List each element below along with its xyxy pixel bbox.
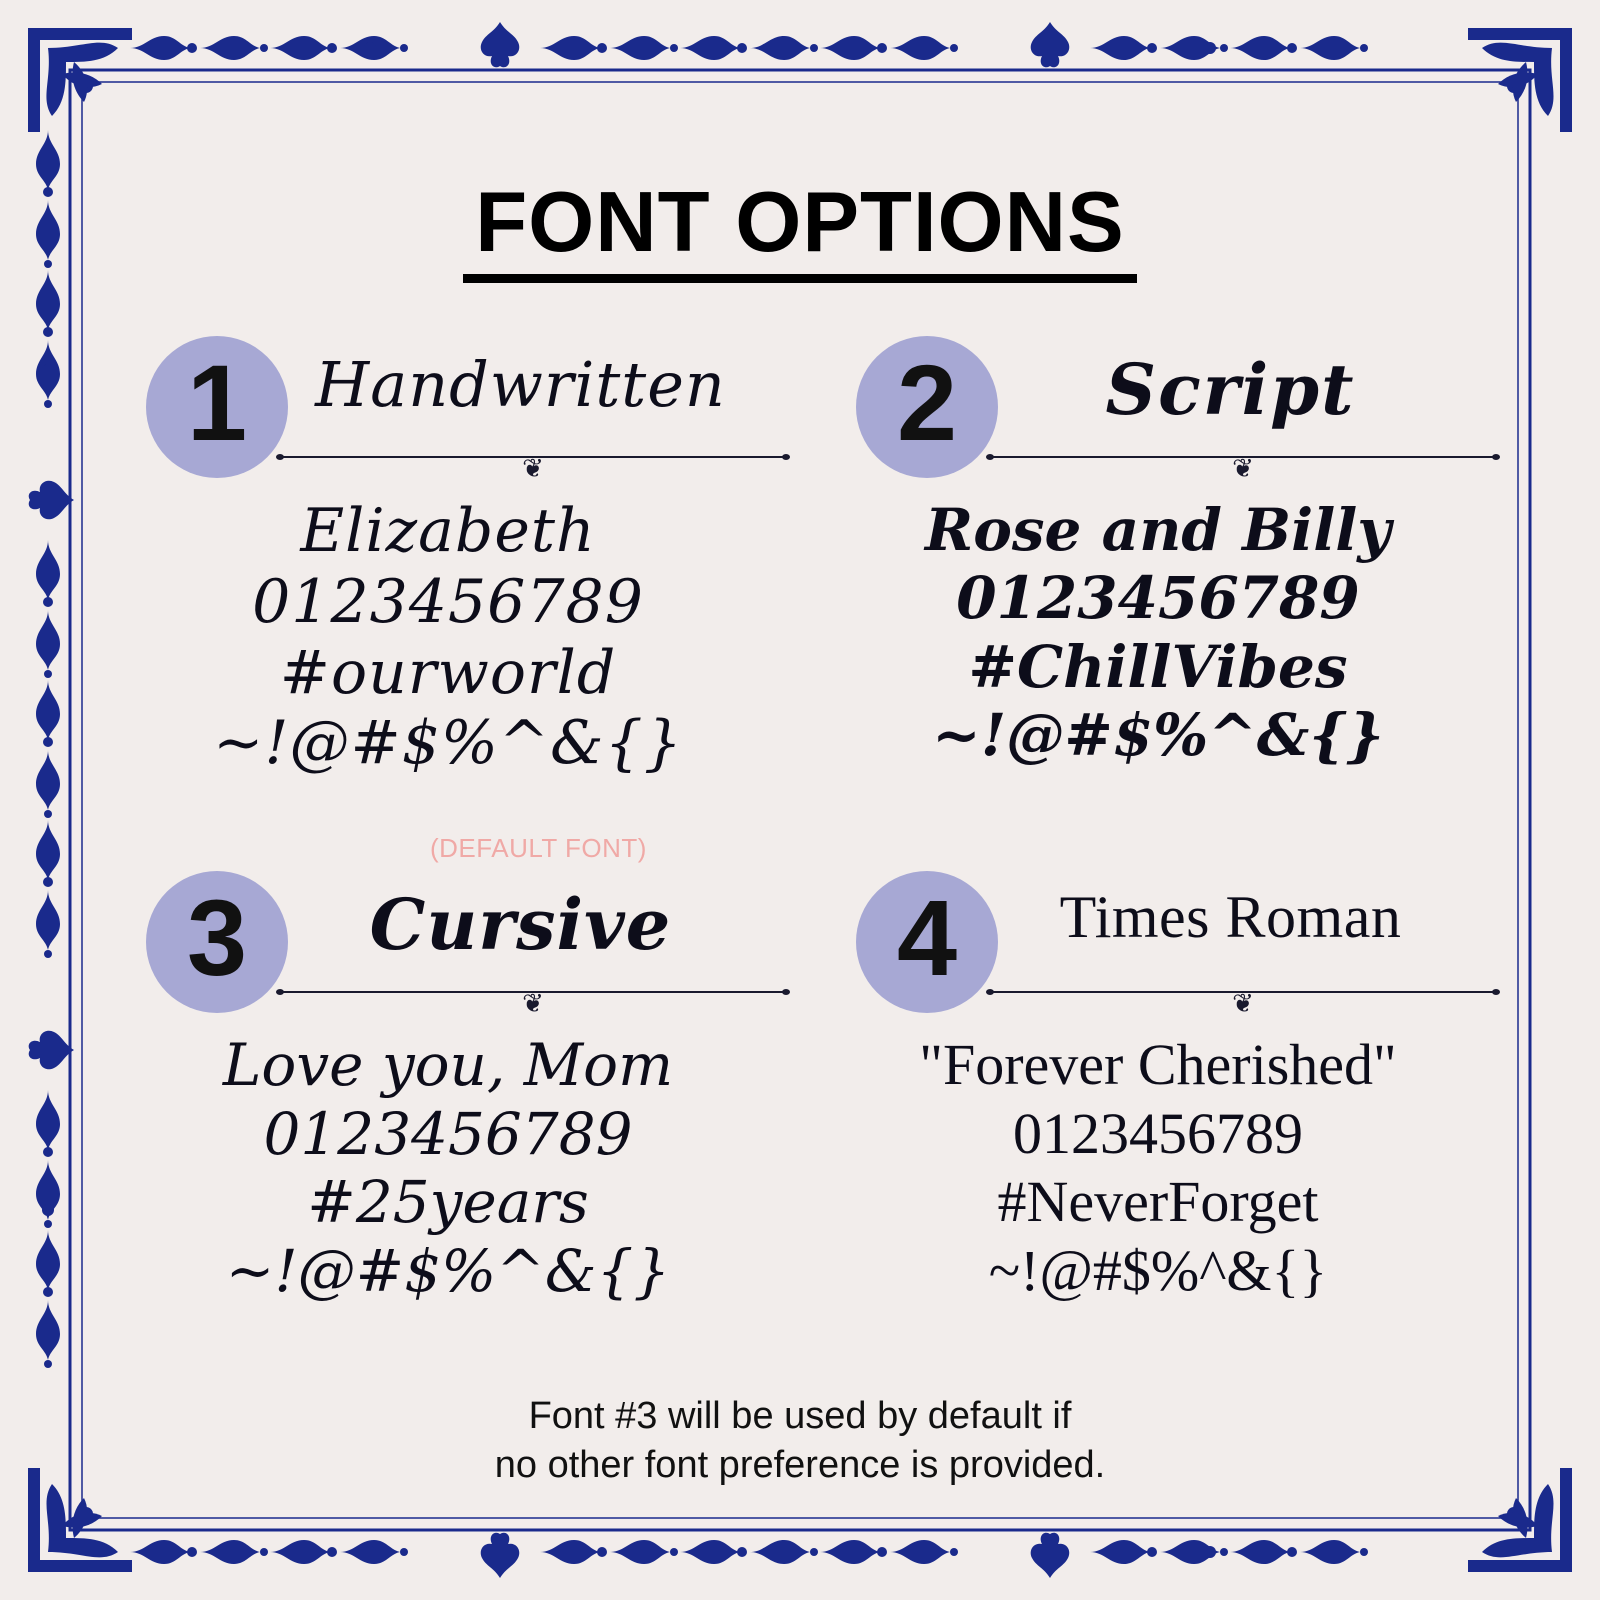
- option-1-samples: [98, 496, 798, 779]
- option-4-sample-4: ~!@#$%^&{}: [988, 1237, 1328, 1303]
- font-option-2[interactable]: [808, 330, 1508, 779]
- option-2-divider: [990, 452, 1496, 482]
- option-4-sample-3: #NeverForget: [997, 1169, 1319, 1235]
- option-3-number: 3: [186, 877, 248, 999]
- font-options-grid: [98, 330, 1502, 1305]
- option-2-number: 2: [896, 342, 958, 463]
- page-title: FONT OPTIONS: [463, 178, 1137, 283]
- option-3-header: [98, 833, 798, 1020]
- option-3-sample-2: 0123456789: [263, 1099, 633, 1168]
- option-2-sample-1: Rose and Billy: [925, 496, 1391, 564]
- default-font-tag: (DEFAULT FONT): [430, 833, 647, 864]
- option-1-number: 1: [186, 342, 248, 463]
- footnote-line-2: no other font preference is provided.: [494, 1443, 1106, 1486]
- option-2-sample-4: ~!@#$%^&{}: [932, 701, 1384, 770]
- option-3-sample-3: #25years: [307, 1168, 589, 1237]
- option-4-number: 4: [896, 877, 958, 999]
- option-1-divider: [280, 452, 786, 482]
- option-3-font-name: Cursive: [369, 883, 672, 967]
- font-option-3[interactable]: [98, 833, 798, 1305]
- option-1-sample-4: ~!@#$%^&{}: [213, 708, 683, 779]
- option-2-sample-2: 0123456789: [956, 564, 1360, 633]
- footnote: [0, 1392, 1600, 1489]
- option-2-font-name: Script: [1105, 348, 1356, 431]
- option-4-divider: [990, 987, 1496, 1020]
- option-3-samples: [98, 1031, 798, 1305]
- flourish-icon: ❦: [1232, 454, 1254, 484]
- option-2-samples: [808, 496, 1508, 770]
- option-4-samples: [808, 1031, 1508, 1305]
- option-2-sample-3: #ChillVibes: [968, 632, 1348, 701]
- option-1-font-name: Handwritten: [315, 348, 726, 421]
- option-3-sample-1: Love you, Mom: [222, 1031, 674, 1100]
- option-4-sample-2: 0123456789: [1013, 1100, 1303, 1166]
- option-4-sample-1: "Forever Cherished": [919, 1032, 1397, 1098]
- option-3-sample-4: ~!@#$%^&{}: [225, 1236, 671, 1305]
- footnote-line-1: Font #3 will be used by default if: [528, 1395, 1072, 1437]
- flourish-icon: ❦: [522, 454, 544, 484]
- font-option-4[interactable]: [808, 865, 1508, 1305]
- font-option-1[interactable]: [98, 330, 798, 779]
- option-1-sample-3: #ourworld: [279, 637, 617, 708]
- option-4-font-name: Times Roman: [1059, 884, 1402, 951]
- option-1-header: [98, 330, 798, 484]
- page-title-wrap: [0, 175, 1600, 283]
- option-4-header: [808, 865, 1508, 1020]
- option-2-header: [808, 330, 1508, 484]
- flourish-icon: ❦: [522, 989, 544, 1020]
- option-1-sample-1: Elizabeth: [300, 496, 596, 566]
- option-1-sample-2: 0123456789: [252, 566, 644, 637]
- option-3-divider: [280, 987, 786, 1020]
- flourish-icon: ❦: [1232, 989, 1254, 1020]
